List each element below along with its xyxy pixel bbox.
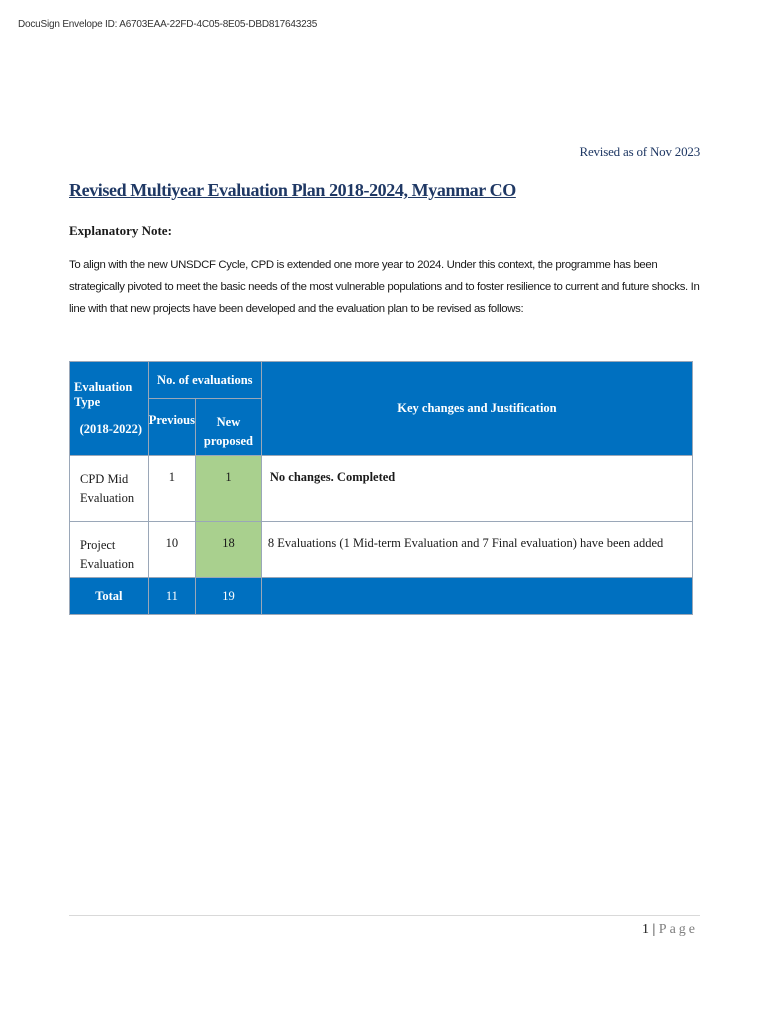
header-period-label: (2018-2022) xyxy=(79,422,143,436)
header-key-changes: Key changes and Justification xyxy=(261,362,692,456)
total-label: Total xyxy=(70,578,149,615)
row-justification: 8 Evaluations (1 Mid-term Evaluation and 7 Final evaluation) have been added xyxy=(261,522,692,578)
page-number: 1 xyxy=(641,922,649,937)
header-new-proposed: New proposed xyxy=(196,399,262,456)
explanatory-note-body: To align with the new UNSDCF Cycle, CPD is extended one more year to 2024. Under this context, the programme has been strategically pivoted to meet the basic needs of the most vulnerable populations and to foster resilience to current and future shocks. In line with that new projects have been developed and the evaluation plan to be revised as follows: xyxy=(69,259,700,315)
page-footer xyxy=(642,922,698,938)
row-previous-count: 10 xyxy=(148,522,195,578)
row-evaluation-type: Project Evaluation xyxy=(70,522,149,578)
docusign-envelope-id: DocuSign Envelope ID: A6703EAA-22FD-4C05-8E05-DBD817643235 xyxy=(18,19,318,30)
table-row xyxy=(70,456,693,522)
footer-divider xyxy=(69,915,700,916)
total-justification xyxy=(261,578,692,615)
row-evaluation-type: CPD Mid Evaluation xyxy=(70,456,149,522)
row-previous-count: 1 xyxy=(148,456,195,522)
header-no-of-evaluations: No. of evaluations xyxy=(148,362,261,399)
table-row xyxy=(70,522,693,578)
row-new-proposed-count: 18 xyxy=(196,522,262,578)
page-separator: | xyxy=(652,922,656,937)
header-evaluation-type-label: Evaluation Type xyxy=(74,380,133,409)
table-total-row xyxy=(70,578,693,615)
document-title: Revised Multiyear Evaluation Plan 2018-2024, Myanmar CO xyxy=(69,180,516,200)
row-new-proposed-count: 1 xyxy=(196,456,262,522)
evaluation-plan-table xyxy=(69,361,693,615)
revision-date: Revised as of Nov 2023 xyxy=(579,144,700,159)
row-justification: No changes. Completed xyxy=(261,456,692,522)
header-previous: Previous xyxy=(148,399,195,456)
page-label: Page xyxy=(658,922,698,937)
total-new-proposed: 19 xyxy=(196,578,262,615)
explanatory-note-heading: Explanatory Note: xyxy=(69,223,172,238)
header-evaluation-type xyxy=(70,362,149,456)
total-previous: 11 xyxy=(148,578,195,615)
